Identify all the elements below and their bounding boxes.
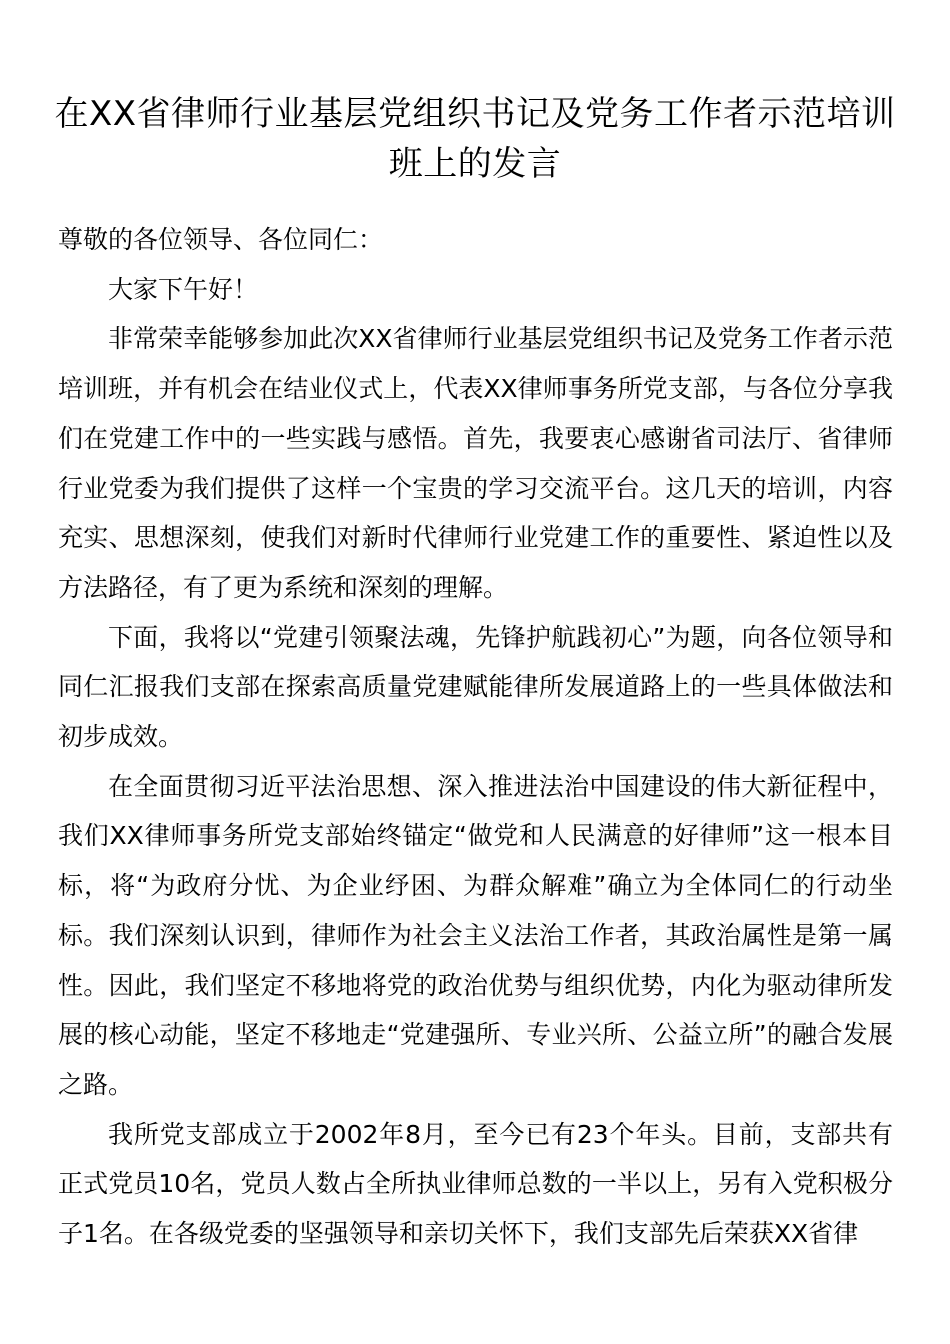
paragraph-history: 我所党支部成立于2002年8月，至今已有23个年头。目前，支部共有正式党员10名，党员人数占全所执业律师总数的一半以上，另有入党积极分子1名。在各级党委的坚强领导和亲切关怀下，我们支部先后荣获XX省律 [58, 1119, 893, 1249]
paragraph-greeting: 大家下午好！ [108, 274, 259, 304]
paragraph-intro: 非常荣幸能够参加此次XX省律师行业基层党组织书记及党务工作者示范培训班，并有机会在结业仪式上，代表XX律师事务所党支部，与各位分享我们在党建工作中的一些实践与感悟。首先，我要衷心感谢省司法厅、省律师行业党委为我们提供了这样一个宝贵的学习交流平台。这几天的培训，内容充实、思想深刻，使我们对新时代律师行业党建工作的重要性、紧迫性以及方法路径，有了更为系统和深刻的理解。 [58, 324, 893, 602]
paragraph-theme: 下面，我将以“党建引领聚法魂，先锋护航践初心”为题，向各位领导和同仁汇报我们支部在探索高质量党建赋能律所发展道路上的一些具体做法和初步成效。 [58, 622, 893, 752]
document-title: 在XX省律师行业基层党组织书记及党务工作者示范培训班上的发言 [54, 93, 896, 184]
paragraph-mission: 在全面贯彻习近平法治思想、深入推进法治中国建设的伟大新征程中，我们XX律师事务所党支部始终锚定“做党和人民满意的好律师”这一根本目标，将“为政府分忧、为企业纾困、为群众解难”确立为全体同仁的行动坐标。我们深刻认识到，律师作为社会主义法治工作者，其政治属性是第一属性。因此，我们坚定不移地将党的政治优势与组织优势，内化为驱动律所发展的核心动能，坚定不移地走“党建强所、专业兴所、公益立所”的融合发展之路。 [58, 771, 893, 1099]
salutation: 尊敬的各位领导、各位同仁： [58, 225, 384, 254]
document-body [58, 215, 893, 1259]
